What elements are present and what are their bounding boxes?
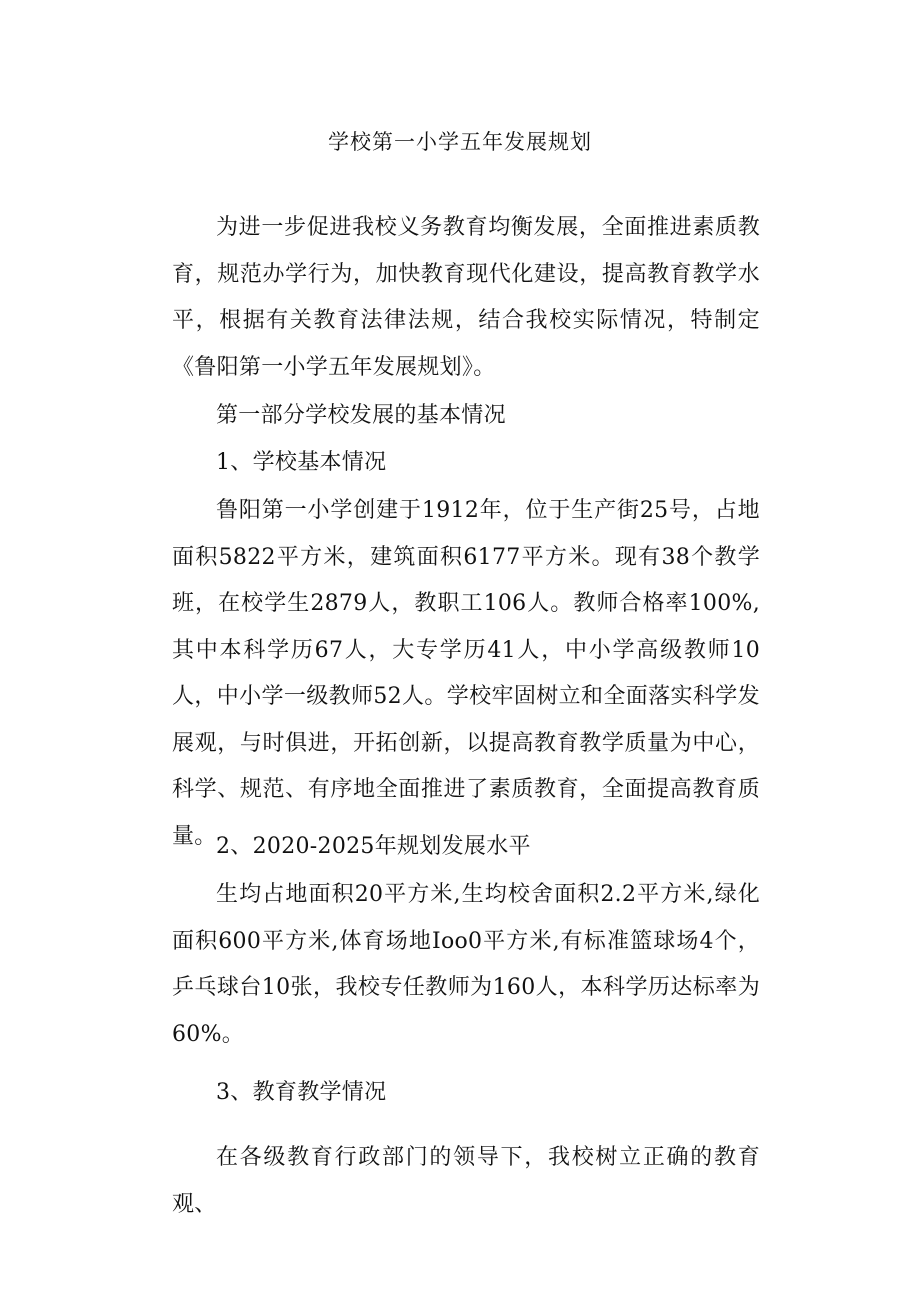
intro-paragraph: 为进一步促进我校义务教育均衡发展，全面推进素质教育，规范办学行为，加快教育现代化建设，提高教育教学水平，根据有关教育法律法规，结合我校实际情况，特制定《鲁阳第一小学五年发展规划》。: [172, 215, 760, 380]
section-1-heading: 1、学校基本情况: [216, 450, 387, 475]
section-3-body: 在各级教育行政部门的领导下，我校树立正确的教育观、: [172, 1145, 760, 1217]
section-1-body: 鲁阳第一小学创建于1912年，位于生产街25号，占地面积5822平方米，建筑面积6177平方米。现有38个教学班，在校学生2879人，教职工106人。教师合格率100%,其中本科学历67人，大专学历41人，中小学高级教师10人，中小学一级教师52人。学校牢固树立和全面落实科学发展观，与时俱进，开拓创新，以提高教育教学质量为中心，科学、规范、有序地全面推进了素质教育，全面提高教育质量。: [172, 498, 760, 849]
section-2-body: 生均占地面积20平方米,生均校舍面积2.2平方米,绿化面积600平方米,体育场地Ioo0平方米,有标准篮球场4个，乒乓球台10张，我校专任教师为160人，本科学历达标率为60%。: [172, 882, 760, 1047]
document-title: 学校第一小学五年发展规划: [328, 130, 592, 154]
part-heading: 第一部分学校发展的基本情况: [216, 403, 506, 428]
section-3-heading: 3、教育教学情况: [216, 1080, 387, 1105]
section-2-heading: 2、2020-2025年规划发展水平: [216, 834, 531, 859]
